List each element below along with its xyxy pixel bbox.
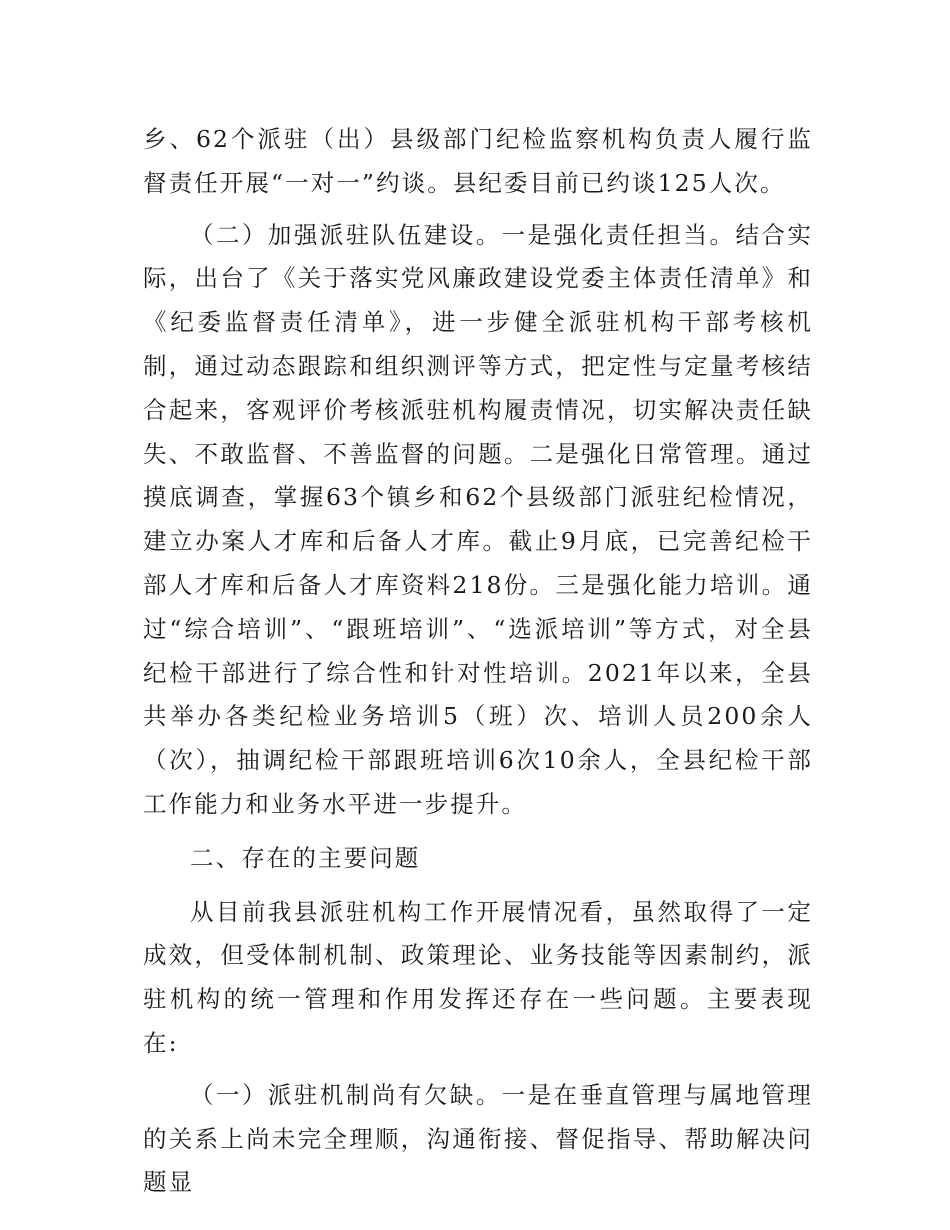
paragraph-team-building: （二）加强派驻队伍建设。一是强化责任担当。结合实际，出台了《关于落实党风廉政建设党委主体责任清单》和《纪委监督责任清单》，进一步健全派驻机构干部考核机制，通过动态跟踪和组织测评等方式，把定性与定量考核结合起来，客观评价考核派驻机构履责情况，切实解决责任缺失、不敢监督、不善监督的问题。二是强化日常管理。通过摸底调查，掌握63个镇乡和62个县级部门派驻纪检情况，建立办案人才库和后备人才库。截止9月底，已完善纪检干部人才库和后备人才库资料218份。三是强化能力培训。通过“综合培训”、“跟班培训”、“选派培训”等方式，对全县纪检干部进行了综合性和针对性培训。2021年以来，全县共举办各类纪检业务培训5（班）次、培训人员200余人（次），抽调纪检干部跟班培训6次10余人，全县纪检干部工作能力和业务水平进一步提升。: [143, 220, 813, 818]
paragraph-mechanism-gaps: （一）派驻机制尚有欠缺。一是在垂直管理与属地管理的关系上尚未完全理顺，沟通衔接、督促指导、帮助解决问题显: [143, 1080, 813, 1197]
paragraph-problems-overview: 从目前我县派驻机构工作开展情况看，虽然取得了一定成效，但受体制机制、政策理论、业务技能等因素制约，派驻机构的统一管理和作用发挥还存在一些问题。主要表现在:: [143, 897, 813, 1057]
paragraph-continuation: 乡、62个派驻（出）县级部门纪检监察机构负责人履行监督责任开展“一对一”约谈。县纪委目前已约谈125人次。: [143, 125, 813, 197]
section-heading-problems: 二、存在的主要问题: [190, 843, 421, 872]
document-body: [143, 118, 813, 1205]
